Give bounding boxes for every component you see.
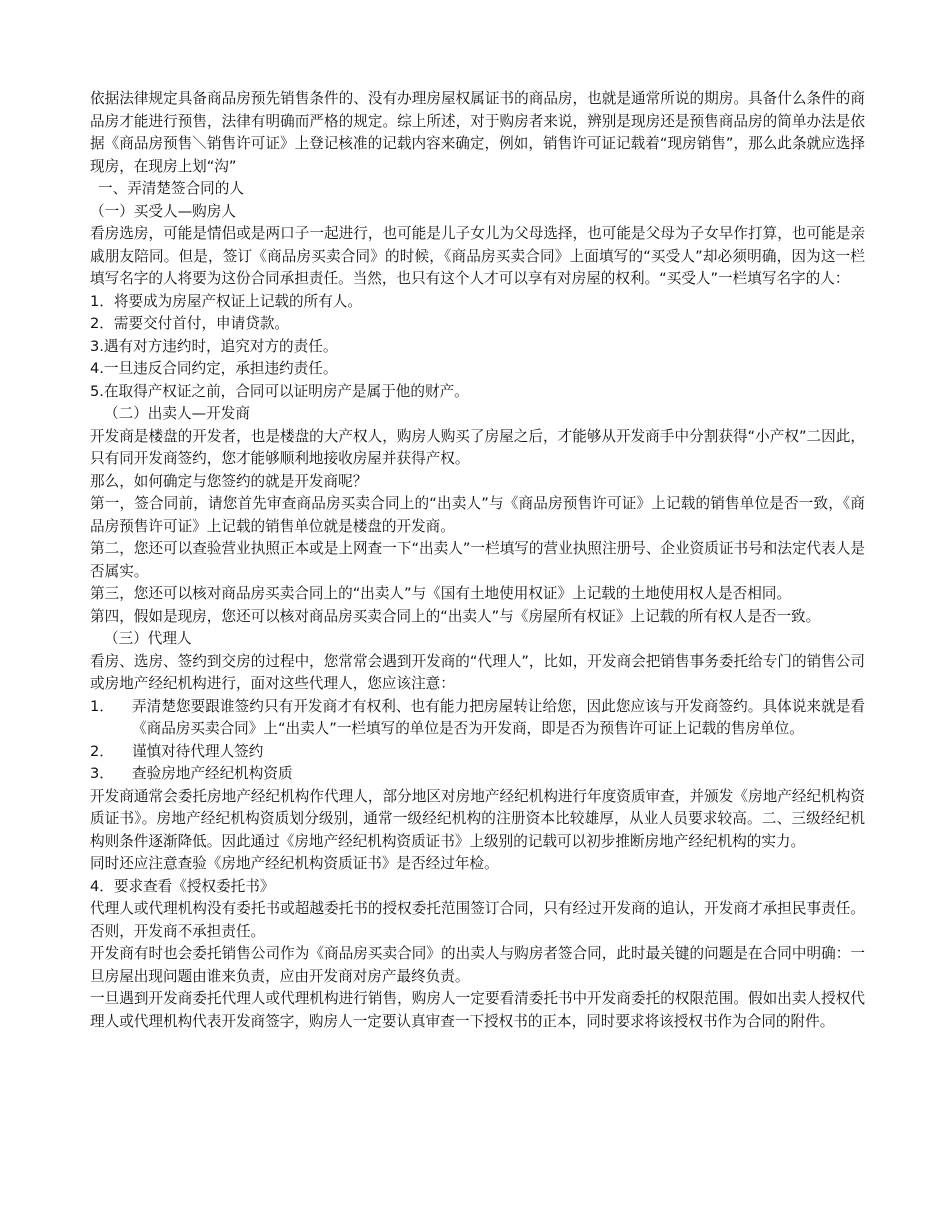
agent-closing-paragraph: 一旦遇到开发商委托代理人或代理机构进行销售，购房人一定要看清委托书中开发商委托的权限范围。假如出卖人授权代理人或代理机构代表开发商签字，购房人一定要认真审查一下授权书的正本，同时要求将该授权书作为合同的附件。 (90, 990, 865, 1030)
buyer-list-item: 3.遇有对方违约时，追究对方的责任。 (90, 337, 338, 355)
agent-paragraph: 看房、选房、签约到交房的过程中，您常常会遇到开发商的“代理人”，比如，开发商会把销售事务委托给专门的销售公司或房地产经纪机构进行，面对这些代理人，您应该注意： (90, 652, 865, 692)
list-number: 2． (90, 742, 114, 760)
list-number: 3． (90, 765, 114, 782)
subsection-heading-seller: （二）出卖人—开发商 (104, 405, 250, 422)
buyer-list-item: 1．将要成为房屋产权证上记载的所有人。 (90, 292, 362, 310)
seller-question: 那么，如何确定与您签约的就是开发商呢？ (90, 472, 368, 490)
agent-annual-check-paragraph: 同时还应注意查验《房地产经纪机构资质证书》是否经过年检。 (90, 855, 499, 872)
agent-list-item-4: 4．要求查看《授权委托书》 (90, 877, 275, 895)
agent-sales-company-paragraph: 开发商有时也会委托销售公司作为《商品房买卖合同》的出卖人与购房者签合同，此时最关键的问题是在合同中明确：一旦房屋出现问题由谁来负责，应由开发商对房产最终负责。 (90, 945, 865, 985)
subsection-heading-buyer: （一）买受人—购房人 (90, 202, 236, 220)
list-text: 谨慎对待代理人签约 (132, 742, 264, 760)
buyer-list-item: 2．需要交付首付，申请贷款。 (90, 315, 290, 332)
subsection-heading-agent: （三）代理人 (104, 630, 192, 647)
seller-point-first: 第一，签合同前，请您首先审查商品房买卖合同上的“出卖人”与《商品房预售许可证》上记载的销售单位是否一致，《商品房预售许可证》上记载的销售单位就是楼盘的开发商。 (90, 495, 865, 535)
list-number: 1． (90, 697, 114, 715)
seller-point-second: 第二，您还可以查验营业执照正本或是上网查一下“出卖人”一栏填写的营业执照注册号、企业资质证书号和法定代表人是否属实。 (90, 540, 865, 580)
list-text: 查验房地产经纪机构资质 (132, 765, 293, 782)
agent-list-item (90, 696, 865, 741)
agent-qualification-paragraph: 开发商通常会委托房地产经纪机构作代理人，部分地区对房地产经纪机构进行年度资质审查，并颁发《房地产经纪机构资质证书》。房地产经纪机构资质划分级别，通常一级经纪机构的注册资本比较雄厚，从业人员要求较高。二、三级经纪机构则条件逐渐降低。因此通过《房地产经纪机构资质证书》上级别的记载可以初步推断房地产经纪机构的实力。 (90, 787, 865, 850)
buyer-list-item: 5.在取得产权证之前，合同可以证明房产是属于他的财产。 (90, 382, 469, 400)
seller-paragraph: 开发商是楼盘的开发者，也是楼盘的大产权人，购房人购买了房屋之后，才能够从开发商手中分割获得“小产权”二因此，只有同开发商签约，您才能够顺利地接收房屋并获得产权。 (90, 427, 865, 467)
intro-paragraph: 依据法律规定具备商品房预先销售条件的、没有办理房屋权属证书的商品房，也就是通常所说的期房。具备什么条件的商品房才能进行预售，法律有明确而严格的规定。综上所述，对于购房者来说，辨别是现房还是预售商品房的简单办法是依据《商品房预售＼销售许可证》上登记核准的记载内容来确定，例如，销售许可证记载着“现房销售”，那么此条就应选择现房，在现房上划“沟” (90, 90, 865, 175)
list-text: 弄清楚您要跟谁签约只有开发商才有权利、也有能力把房屋转让给您，因此您应该与开发商签约。具体说来就是看《商品房买卖合同》上“出卖人”一栏填写的单位是否为开发商，即是否为预售许可证上记载的售房单位。 (132, 697, 865, 737)
agent-authorization-paragraph: 代理人或代理机构没有委托书或超越委托书的授权委托范围签订合同，只有经过开发商的追认，开发商才承担民事责任。否则，开发商不承担责任。 (90, 900, 865, 940)
agent-list-item (90, 763, 865, 786)
buyer-list-item: 4.一旦违反合同约定，承担违约责任。 (90, 360, 338, 377)
agent-list-item (90, 741, 865, 764)
seller-point-third: 第三，您还可以核对商品房买卖合同上的“出卖人”与《国有土地使用权证》上记载的土地使用权人是否相同。 (90, 585, 792, 602)
section-heading: 一、弄清楚签合同的人 (98, 180, 244, 197)
document-body (90, 88, 865, 1033)
buyer-paragraph: 看房选房，可能是情侣或是两口子一起进行，也可能是儿子女儿为父母选择，也可能是父母为子女早作打算，也可能是亲戚朋友陪同。但是，签订《商品房买卖合同》的时候，《商品房买卖合同》上面填写的“买受人”却必须明确，因为这一栏填写名字的人将要为这份合同承担责任。当然，也只有这个人才可以享有对房屋的权利。“买受人”一栏填写名字的人： (90, 225, 865, 287)
seller-point-fourth: 第四，假如是现房，您还可以核对商品房买卖合同上的“出卖人”与《房屋所有权证》上记载的所有权人是否一致。 (90, 607, 821, 625)
